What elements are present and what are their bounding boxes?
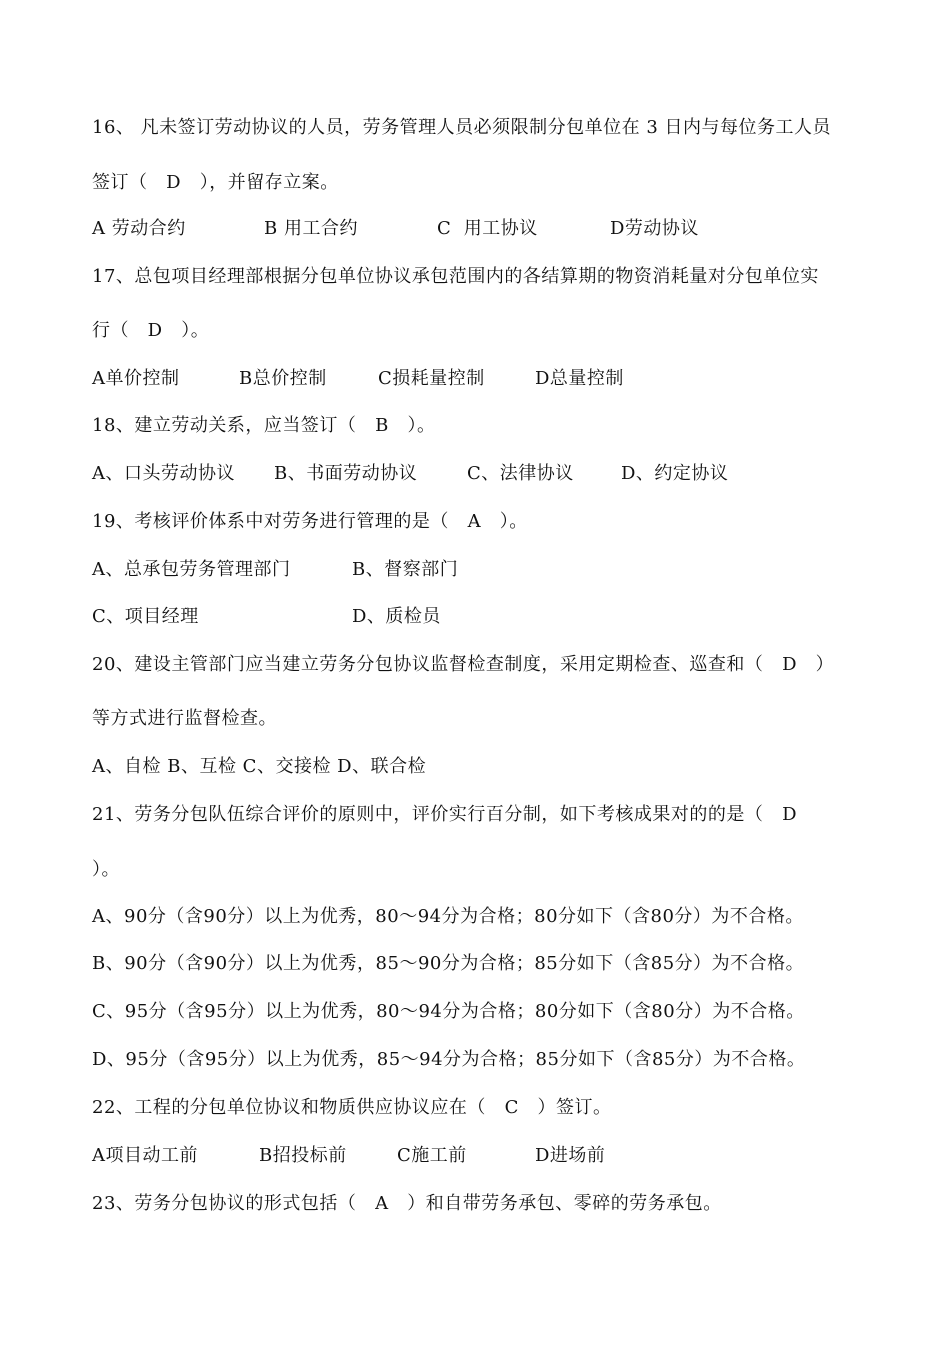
q18-option-d: D、约定协议 — [621, 463, 729, 484]
q20-stem-line1: 20、建设主管部门应当建立劳务分包协议监督检查制度，采用定期检查、巡查和（ D ） — [92, 654, 835, 675]
q21-option-c: C、95分（含95分）以上为优秀，80～94分为合格；80分如下（含80分）为不合格。 — [92, 1001, 805, 1022]
q22-option-c: C施工前 — [397, 1145, 467, 1166]
q16-option-d: D劳动协议 — [610, 218, 699, 239]
q17-option-a: A单价控制 — [92, 368, 180, 389]
q22-option-a: A项目动工前 — [92, 1145, 198, 1166]
q21-option-a: A、90分（含90分）以上为优秀，80～94分为合格；80分如下（含80分）为不合格。 — [92, 906, 804, 927]
q17-option-d: D总量控制 — [535, 368, 624, 389]
q16-stem-line2: 签订（ D ），并留存立案。 — [92, 172, 339, 193]
q16-stem-line1: 16、 凡未签订劳动协议的人员，劳务管理人员必须限制分包单位在 3 日内与每位务工人员 — [92, 117, 832, 138]
q19-option-a: A、总承包劳务管理部门 — [92, 559, 291, 580]
q17-option-b: B总价控制 — [239, 368, 327, 389]
q22-stem: 22、工程的分包单位协议和物质供应协议应在（ C ）签订。 — [92, 1097, 612, 1118]
q22-option-b: B招投标前 — [259, 1145, 347, 1166]
q16-option-b: B 用工合约 — [264, 218, 358, 239]
q21-stem-line2: ）。 — [92, 859, 120, 880]
q19-option-b: B、督察部门 — [352, 559, 459, 580]
q22-option-d: D进场前 — [535, 1145, 606, 1166]
q18-option-b: B、书面劳动协议 — [274, 463, 418, 484]
q17-option-c: C损耗量控制 — [378, 368, 485, 389]
q20-options: A、自检 B、互检 C、交接检 D、联合检 — [92, 756, 427, 777]
q18-stem: 18、建立劳动关系，应当签订（ B ）。 — [92, 415, 436, 436]
q16-option-a: A 劳动合约 — [92, 218, 186, 239]
q17-stem-line2: 行（ D ）。 — [92, 320, 210, 341]
q21-option-b: B、90分（含90分）以上为优秀，85～90分为合格；85分如下（含85分）为不合格。 — [92, 953, 805, 974]
q19-option-c: C、项目经理 — [92, 606, 199, 627]
q20-stem-line2: 等方式进行监督检查。 — [92, 708, 277, 729]
q17-stem-line1: 17、总包项目经理部根据分包单位协议承包范围内的各结算期的物资消耗量对分包单位实 — [92, 266, 819, 287]
q21-stem-line1: 21、劳务分包队伍综合评价的原则中，评价实行百分制，如下考核成果对的的是（ D — [92, 804, 797, 825]
q16-option-c: C 用工协议 — [437, 218, 538, 239]
q23-stem: 23、劳务分包协议的形式包括（ A ）和自带劳务承包、零碎的劳务承包。 — [92, 1193, 722, 1214]
q19-option-d: D、质检员 — [352, 606, 441, 627]
q21-option-d: D、95分（含95分）以上为优秀，85～94分为合格；85分如下（含85分）为不合格。 — [92, 1049, 806, 1070]
q19-stem: 19、考核评价体系中对劳务进行管理的是（ A ）。 — [92, 511, 528, 532]
q18-option-a: A、口头劳动协议 — [92, 463, 235, 484]
q18-option-c: C、法律协议 — [467, 463, 574, 484]
